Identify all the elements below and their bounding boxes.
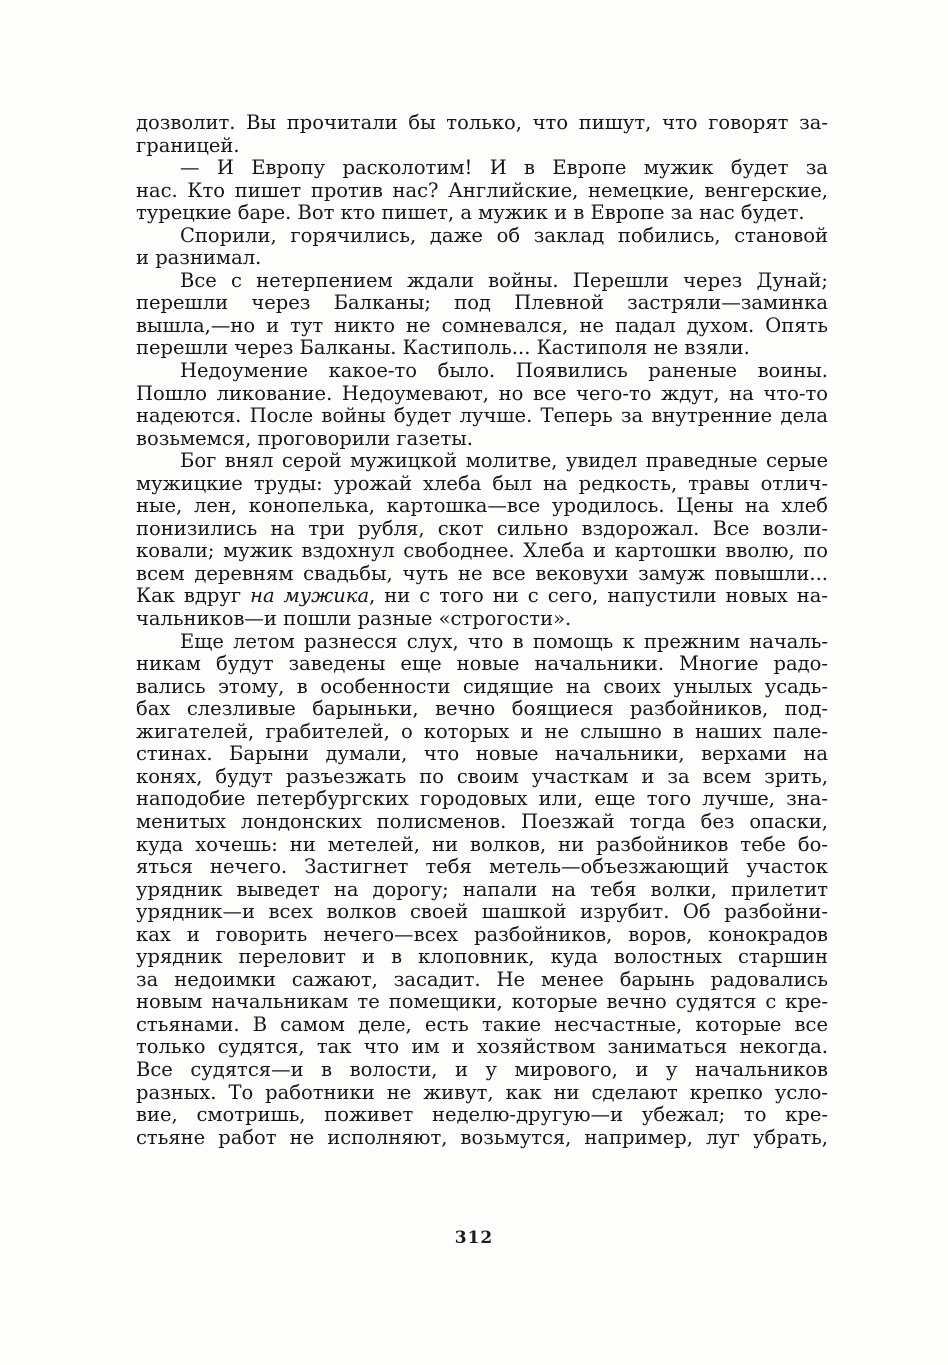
text-line: бах слезливые барыньки, вечно боящиеся разбойников, под- bbox=[136, 697, 828, 721]
text-line: Как вдруг на мужика, ни с того ни с сего, напустили новых на- bbox=[136, 584, 828, 608]
text-line: нас. Кто пишет против нас? Английские, немецкие, венгерские, bbox=[136, 178, 828, 202]
text-line: мужицкие труды: урожай хлеба был на редкость, травы отлич- bbox=[136, 471, 828, 495]
text-line: ные, лен, конопелька, картошка—все уродилось. Цены на хлеб bbox=[136, 494, 828, 518]
text-line: вие, смотришь, поживет неделю-другую—и убежал; то кре- bbox=[136, 1103, 828, 1127]
text-line: стьяне работ не исполняют, возьмутся, например, луг убрать, bbox=[136, 1125, 828, 1149]
text-line: урядник выведет на дорогу; напали на тебя волки, прилетит bbox=[136, 877, 828, 901]
text-line: жигателей, грабителей, о которых и не слышно в наших пале- bbox=[136, 719, 828, 743]
text-line: Пошло ликование. Недоумевают, но все чего-то ждут, на что-то bbox=[136, 381, 828, 405]
text-line: урядник—и всех волков своей шашкой изрубит. Об разбойни- bbox=[136, 900, 828, 924]
text-line: урядник переловит и в клоповник, куда волостных старшин bbox=[136, 945, 828, 969]
text-line: ковали; мужик вздохнул свободнее. Хлеба и картошки вволю, по bbox=[136, 539, 828, 563]
text-line: перешли через Балканы. Кастиполь... Кастиполя не взяли. bbox=[136, 336, 750, 360]
text-line: Недоумение какое-то было. Появились раненые воины. bbox=[180, 359, 828, 383]
text-line: вышла,—но и тут никто не сомневался, не падал духом. Опять bbox=[136, 313, 828, 337]
text-line: Все с нетерпением ждали войны. Перешли через Дунай; bbox=[180, 268, 828, 292]
text-line: Бог внял серой мужицкой молитве, увидел праведные серые bbox=[180, 449, 828, 473]
text-line: разных. То работники не живут, как ни сделают крепко усло- bbox=[136, 1080, 828, 1104]
text-line: Спорили, горячились, даже об заклад побились, становой bbox=[180, 223, 828, 247]
text-line: куда хочешь: ни метелей, ни волков, ни разбойников тебе бо- bbox=[136, 832, 828, 856]
text-line: ках и говорить нечего—всех разбойников, воров, конокрадов bbox=[136, 922, 828, 946]
text-line: никам будут заведены еще новые начальники. Многие радо- bbox=[136, 652, 828, 676]
text-line: за недоимки сажают, засадит. Не менее барынь радовались bbox=[136, 967, 828, 991]
text-line: — И Европу расколотим! И в Европе мужик будет за bbox=[180, 156, 828, 180]
page-number: 312 bbox=[454, 1228, 494, 1248]
text-line: конях, будут разъезжать по своим участкам и за всем зрить, bbox=[136, 764, 828, 788]
text-line: перешли через Балканы; под Плевной застряли—заминка bbox=[136, 291, 828, 315]
text-line: стинах. Барыни думали, что новые начальники, верхами на bbox=[136, 742, 828, 766]
text-line: только судятся, так что им и хозяйством заниматься некогда. bbox=[136, 1035, 828, 1059]
text-line: надеются. После войны будет лучше. Теперь за внутренние дела bbox=[136, 404, 828, 428]
text-line: Еще летом разнесся слух, что в помощь к прежним началь- bbox=[180, 629, 828, 653]
text-line: возьмемся, проговорили газеты. bbox=[136, 426, 473, 450]
text-line: новым начальникам те помещики, которые вечно судятся с кре- bbox=[136, 990, 828, 1014]
text-line: турецкие баре. Вот кто пишет, а мужик и в Европе за нас будет. bbox=[136, 201, 805, 225]
text-line: и разнимал. bbox=[136, 246, 262, 270]
text-line: яться нечего. Застигнет тебя метель—объезжающий участок bbox=[136, 855, 828, 879]
text-line: вались этому, в особенности сидящие на своих унылых усадь- bbox=[136, 674, 828, 698]
text-line: понизились на три рубля, скот сильно вздорожал. Все возли- bbox=[136, 516, 828, 540]
text-line: наподобие петербургских городовых или, еще того лучше, зна- bbox=[136, 787, 828, 811]
text-line: Все судятся—и в волости, и у мирового, и у начальников bbox=[136, 1057, 828, 1081]
italic-phrase: на мужика bbox=[250, 584, 370, 608]
text-line: всем деревням свадьбы, чуть не все вековухи замуж повышли... bbox=[136, 561, 828, 585]
text-line: чальников—и пошли разные «строгости». bbox=[136, 607, 572, 631]
body-text bbox=[136, 112, 828, 1149]
text-line: стьянами. В самом деле, есть такие несчастные, которые все bbox=[136, 1012, 828, 1036]
text-line: дозволит. Вы прочитали бы только, что пишут, что говорят за- bbox=[136, 111, 828, 134]
text-line: менитых лондонских полисменов. Поезжай тогда без опаски, bbox=[136, 809, 828, 833]
text-line: границей. bbox=[136, 133, 240, 157]
